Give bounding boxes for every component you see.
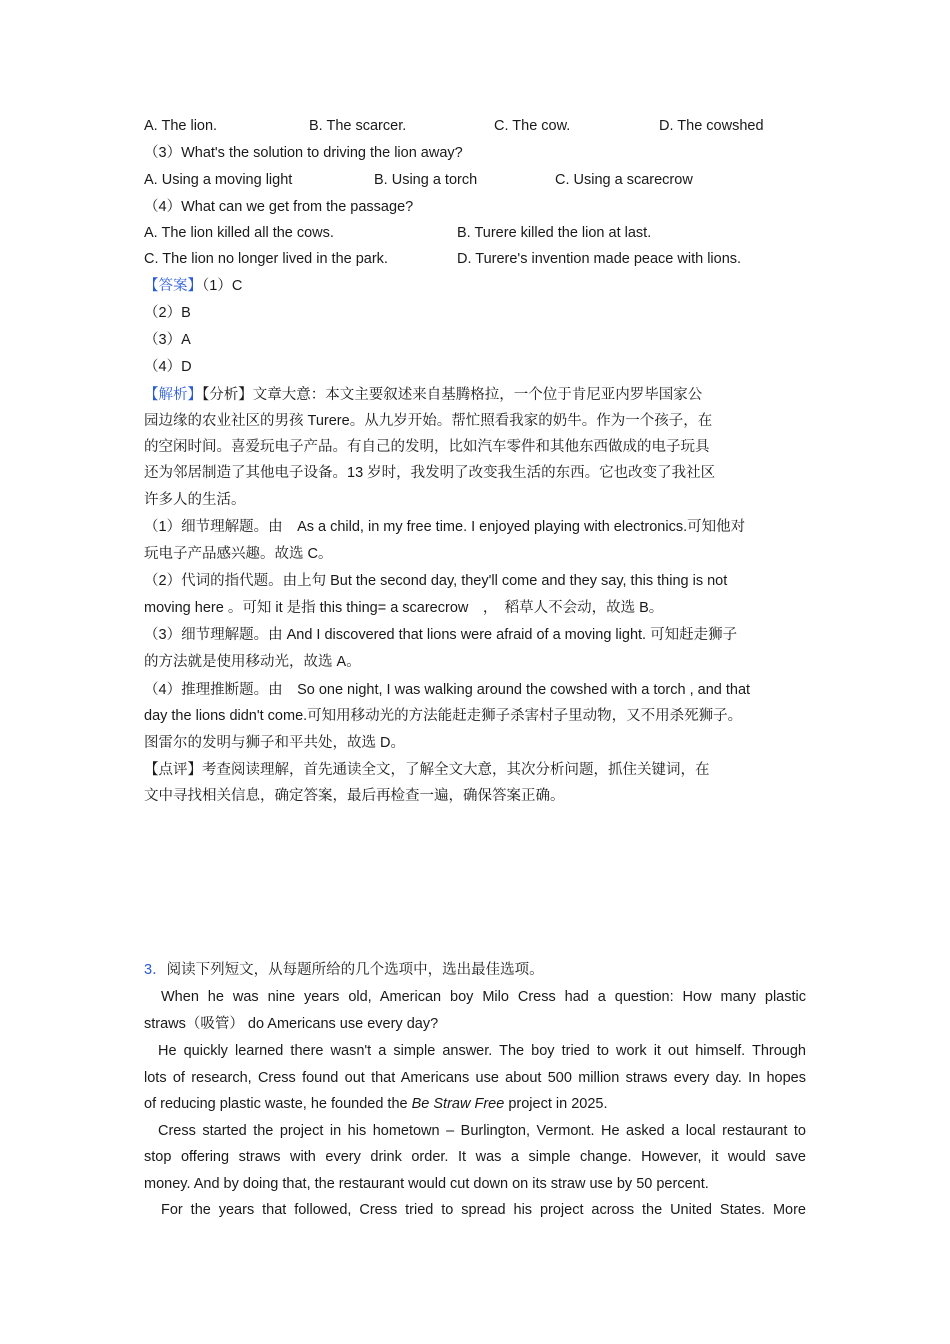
analysis-line-11: （4）推理推断题。由 So one night, I was walking around the cowshed with a torch , and that	[144, 682, 751, 698]
analysis-line-1: 园边缘的农业社区的男孩 Turere。从九岁开始。帮忙照看我家的奶牛。作为一个孩子，在	[144, 413, 713, 429]
analysis-line-12: day the lions didn't come.可知用移动光的方法能赶走狮子杀害村子里动物，又不用杀死狮子。	[144, 708, 743, 724]
q3-option-b: B. Using a torch	[374, 172, 478, 188]
comment-line-1: 【点评】考查阅读理解，首先通读全文，了解全文大意，其次分析问题，抓住关键词，在	[144, 762, 710, 778]
answer-tag: 【答案】	[144, 278, 202, 294]
q2-option-c: C. The cow.	[494, 118, 571, 134]
passage-p1-line-1: When he was nine years old, American boy Milo Cress had a question: How many plastic	[161, 989, 806, 1005]
question-3-header	[144, 957, 806, 983]
answer-3: （3）A	[144, 332, 191, 348]
comment-line-2: 文中寻找相关信息，确定答案，最后再检查一遍，确保答案正确。	[144, 788, 565, 804]
q2-option-a: A. The lion.	[144, 118, 218, 134]
question-4-stem: （4）What can we get from the passage?	[144, 199, 414, 215]
analysis-line-0	[144, 382, 806, 408]
question-3-number: 3．	[144, 962, 167, 978]
answer-1: （1）C	[202, 278, 243, 294]
passage-p2-line-2: lots of research, Cress found out that Americans use about 500 million straws every day. In hopes	[144, 1070, 806, 1086]
analysis-line-9: （3）细节理解题。由 And I discovered that lions were afraid of a moving light. 可知赶走狮子	[144, 627, 738, 643]
passage-p4-line-1: For the years that followed, Cress tried to spread his project across the United States. More	[161, 1202, 806, 1218]
analysis-line-7: （2）代词的指代题。由上句 But the second day, they'll come and they say, this thing is not	[144, 573, 728, 589]
q4-option-d: D. Turere's invention made peace with lions.	[457, 251, 742, 267]
analysis-line-4: 许多人的生活。	[144, 492, 246, 508]
project-name: Be Straw Free	[411, 1096, 505, 1112]
passage-p2-line-3-end: project in 2025.	[504, 1096, 608, 1112]
passage-p1-line-2: straws（吸管） do Americans use every day?	[144, 1016, 439, 1032]
analysis-tag: 【解析】	[144, 387, 202, 403]
analysis-line-6: 玩电子产品感兴趣。故选 C。	[144, 546, 333, 562]
answer-4: （4）D	[144, 359, 192, 375]
analysis-line-2: 的空闲时间。喜爱玩电子产品。有自己的发明，比如汽车零件和其他东西做成的电子玩具	[144, 439, 710, 455]
answer-line-1	[144, 273, 806, 299]
analysis-line-13: 图雷尔的发明与狮子和平共处，故选 D。	[144, 735, 405, 751]
question-3-instruction: 阅读下列短文，从每题所给的几个选项中，选出最佳选项。	[166, 962, 544, 978]
analysis-line-10: 的方法就是使用移动光，故选 A。	[144, 654, 361, 670]
q2-option-d: D. The cowshed	[659, 118, 764, 134]
passage-p2-line-3-start: of reducing plastic waste, he founded the	[144, 1096, 412, 1112]
q3-option-c: C. Using a scarecrow	[555, 172, 693, 188]
answer-2: （2）B	[144, 305, 191, 321]
q3-option-a: A. Using a moving light	[144, 172, 293, 188]
q2-option-b: B. The scarcer.	[309, 118, 407, 134]
q4-option-b: B. Turere killed the lion at last.	[457, 225, 652, 241]
q4-option-c: C. The lion no longer lived in the park.	[144, 251, 388, 267]
analysis-line-3: 还为邻居制造了其他电子设备。13 岁时，我发明了改变我生活的东西。它也改变了我社区	[144, 465, 716, 481]
passage-p3-line-1: Cress started the project in his hometown – Burlington, Vermont. He asked a local restaurant to	[158, 1123, 806, 1139]
passage-p2-line-3	[144, 1091, 806, 1117]
question-3-stem: （3）What's the solution to driving the lion away?	[144, 145, 463, 161]
passage-p3-line-2: stop offering straws with every drink order. It was a simple change. However, it would save	[144, 1149, 806, 1165]
analysis-line-8: moving here 。可知 it 是指 this thing= a scarecrow ， 稻草人不会动，故选 B。	[144, 600, 664, 616]
q4-option-a: A. The lion killed all the cows.	[144, 225, 334, 241]
passage-p2-line-1: He quickly learned there wasn't a simple answer. The boy tried to work it out himself. Through	[158, 1043, 806, 1059]
passage-p3-line-3: money. And by doing that, the restaurant would cut down on its straw use by 50 percent.	[144, 1176, 709, 1192]
analysis-line-5: （1）细节理解题。由 As a child, in my free time. I enjoyed playing with electronics.可知他对	[144, 519, 746, 535]
analysis-summary-1: 【分析】文章大意：本文主要叙述来自基腾格拉，一个位于肯尼亚内罗毕国家公	[202, 387, 703, 403]
